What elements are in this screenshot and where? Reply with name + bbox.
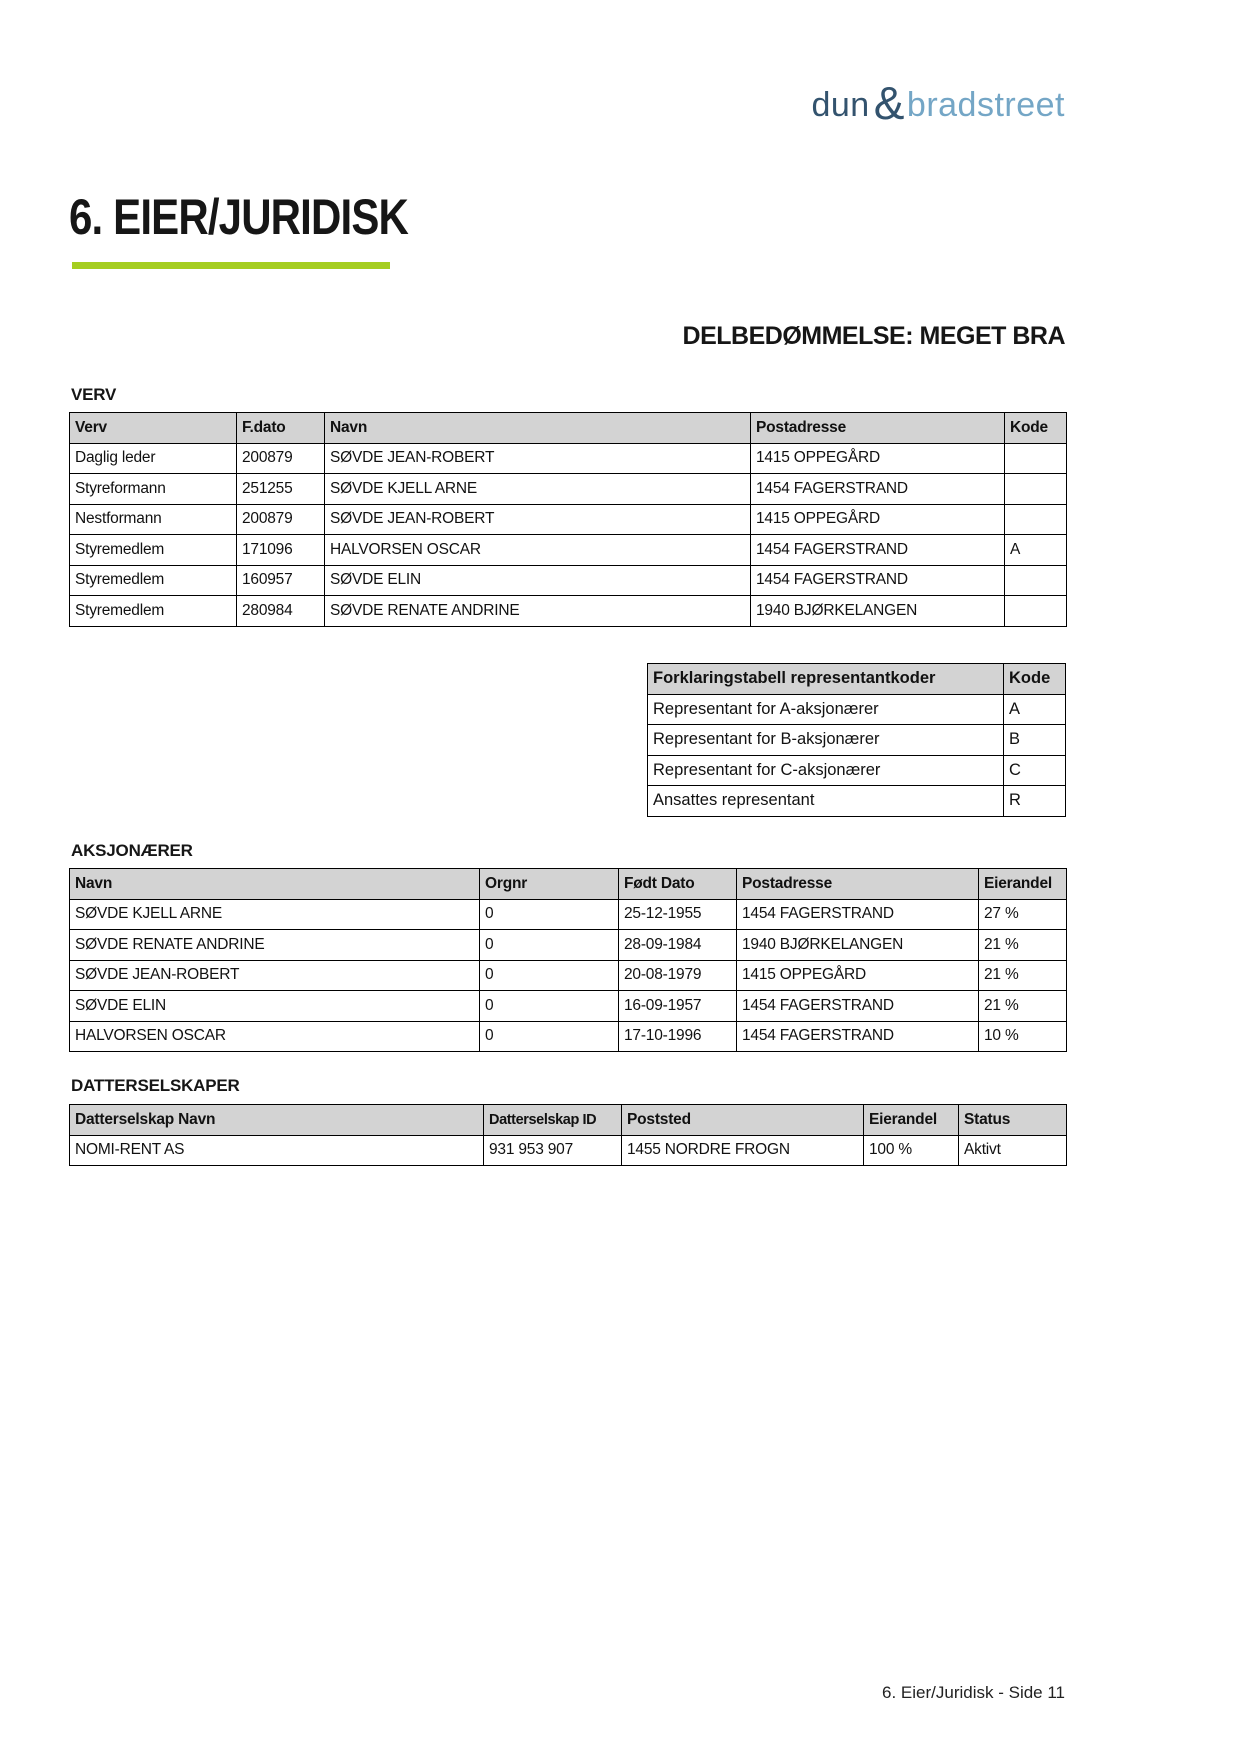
table-row (70, 443, 1067, 474)
table-row (70, 960, 1067, 991)
column-header: Poststed (622, 1105, 864, 1136)
table-cell: Ansattes representant (648, 786, 1004, 817)
dun-bradstreet-logo (811, 76, 1065, 134)
table-cell: 171096 (237, 535, 325, 566)
table-cell: HALVORSEN OSCAR (325, 535, 751, 566)
logo-text-dun: dun (811, 85, 870, 124)
table-cell: SØVDE KJELL ARNE (70, 899, 480, 930)
table-cell: Styreformann (70, 474, 237, 505)
table-cell: Styremedlem (70, 535, 237, 566)
section-label-datterselskaper: DATTERSELSKAPER (71, 1076, 240, 1095)
page-title: 6. EIER/JURIDISK (69, 189, 408, 245)
table-cell: 27 % (979, 899, 1067, 930)
table-cell: 10 % (979, 1021, 1067, 1052)
table-cell (1005, 565, 1067, 596)
table-cell: 25-12-1955 (619, 899, 737, 930)
shareholders-table (69, 868, 1067, 1052)
column-header: Eierandel (979, 869, 1067, 900)
table-cell: 28-09-1984 (619, 930, 737, 961)
header-row (70, 869, 1067, 900)
table-cell: Representant for B-aksjonærer (648, 725, 1004, 756)
column-header: Datterselskap ID (484, 1105, 622, 1136)
table-cell: 1415 OPPEGÅRD (751, 443, 1005, 474)
column-header: Datterselskap Navn (70, 1105, 484, 1136)
table-cell: 1454 FAGERSTRAND (751, 474, 1005, 505)
column-header: Verv (70, 413, 237, 444)
table-cell: 0 (480, 930, 619, 961)
table-cell: 1454 FAGERSTRAND (737, 899, 979, 930)
table-cell: 17-10-1996 (619, 1021, 737, 1052)
column-header: Forklaringstabell representantkoder (648, 664, 1004, 695)
table-cell: 0 (480, 899, 619, 930)
table-cell: 21 % (979, 960, 1067, 991)
table-cell: SØVDE ELIN (70, 991, 480, 1022)
table-cell: SØVDE JEAN-ROBERT (70, 960, 480, 991)
table-cell: 0 (480, 1021, 619, 1052)
table-cell: C (1004, 755, 1066, 786)
table-cell: 280984 (237, 596, 325, 627)
table-cell: 1454 FAGERSTRAND (737, 991, 979, 1022)
column-header: Postadresse (751, 413, 1005, 444)
table-cell: SØVDE RENATE ANDRINE (70, 930, 480, 961)
header-row (70, 1105, 1067, 1136)
table-cell: SØVDE JEAN-ROBERT (325, 443, 751, 474)
header-row (648, 664, 1066, 695)
table-cell: 1415 OPPEGÅRD (737, 960, 979, 991)
table-row (648, 694, 1066, 725)
table-row (70, 1135, 1067, 1166)
table-row (70, 474, 1067, 505)
column-header: Orgnr (480, 869, 619, 900)
table-cell: SØVDE JEAN-ROBERT (325, 504, 751, 535)
table-cell: 251255 (237, 474, 325, 505)
table-cell: NOMI-RENT AS (70, 1135, 484, 1166)
table-cell: Daglig leder (70, 443, 237, 474)
table-cell: 16-09-1957 (619, 991, 737, 1022)
section-label-verv: VERV (71, 385, 117, 404)
table-row (70, 1021, 1067, 1052)
table-cell: 931 953 907 (484, 1135, 622, 1166)
table-row (70, 930, 1067, 961)
table-cell: 160957 (237, 565, 325, 596)
table-cell (1005, 443, 1067, 474)
table-cell: 200879 (237, 504, 325, 535)
table-cell: SØVDE ELIN (325, 565, 751, 596)
table-cell: SØVDE KJELL ARNE (325, 474, 751, 505)
column-header: Kode (1004, 664, 1066, 695)
column-header: Eierandel (864, 1105, 959, 1136)
table-row (70, 991, 1067, 1022)
logo-ampersand-icon: & (873, 77, 905, 129)
table-row (648, 755, 1066, 786)
table-cell (1005, 474, 1067, 505)
table-cell: Representant for A-aksjonærer (648, 694, 1004, 725)
column-header: Navn (70, 869, 480, 900)
table-row (648, 725, 1066, 756)
table-cell: Aktivt (959, 1135, 1067, 1166)
table-cell: 21 % (979, 991, 1067, 1022)
column-header: Kode (1005, 413, 1067, 444)
table-cell (1005, 504, 1067, 535)
title-underline-bar (72, 262, 390, 269)
table-cell: 1940 BJØRKELANGEN (737, 930, 979, 961)
representative-codes-table (647, 663, 1066, 817)
section-label-aksjonaerer: AKSJONÆRER (71, 841, 193, 860)
table-cell: 1940 BJØRKELANGEN (751, 596, 1005, 627)
header-row (70, 413, 1067, 444)
table-cell: B (1004, 725, 1066, 756)
table-cell: 0 (480, 991, 619, 1022)
table-cell: 0 (480, 960, 619, 991)
table-cell: R (1004, 786, 1066, 817)
table-cell: 20-08-1979 (619, 960, 737, 991)
column-header: Født Dato (619, 869, 737, 900)
table-cell: 21 % (979, 930, 1067, 961)
table-cell: 1454 FAGERSTRAND (737, 1021, 979, 1052)
column-header: Postadresse (737, 869, 979, 900)
page-footer: 6. Eier/Juridisk - Side 11 (882, 1683, 1065, 1702)
table-cell: SØVDE RENATE ANDRINE (325, 596, 751, 627)
table-cell: Styremedlem (70, 565, 237, 596)
column-header: Navn (325, 413, 751, 444)
table-row (70, 565, 1067, 596)
table-cell: Nestformann (70, 504, 237, 535)
logo-text-bradstreet: bradstreet (906, 85, 1065, 124)
table-row (70, 596, 1067, 627)
table-cell: 1455 NORDRE FROGN (622, 1135, 864, 1166)
table-row (648, 786, 1066, 817)
table-row (70, 535, 1067, 566)
table-cell: 200879 (237, 443, 325, 474)
table-cell: Styremedlem (70, 596, 237, 627)
table-cell (1005, 596, 1067, 627)
table-row (70, 504, 1067, 535)
verv-table (69, 412, 1067, 627)
table-cell: A (1004, 694, 1066, 725)
sub-rating-heading: DELBEDØMMELSE: MEGET BRA (682, 322, 1065, 350)
table-cell: 1454 FAGERSTRAND (751, 535, 1005, 566)
subsidiaries-table (69, 1104, 1067, 1166)
table-cell: 1415 OPPEGÅRD (751, 504, 1005, 535)
table-cell: 100 % (864, 1135, 959, 1166)
table-cell: HALVORSEN OSCAR (70, 1021, 480, 1052)
table-cell: 1454 FAGERSTRAND (751, 565, 1005, 596)
table-cell: A (1005, 535, 1067, 566)
table-row (70, 899, 1067, 930)
table-cell: Representant for C-aksjonærer (648, 755, 1004, 786)
column-header: F.dato (237, 413, 325, 444)
column-header: Status (959, 1105, 1067, 1136)
